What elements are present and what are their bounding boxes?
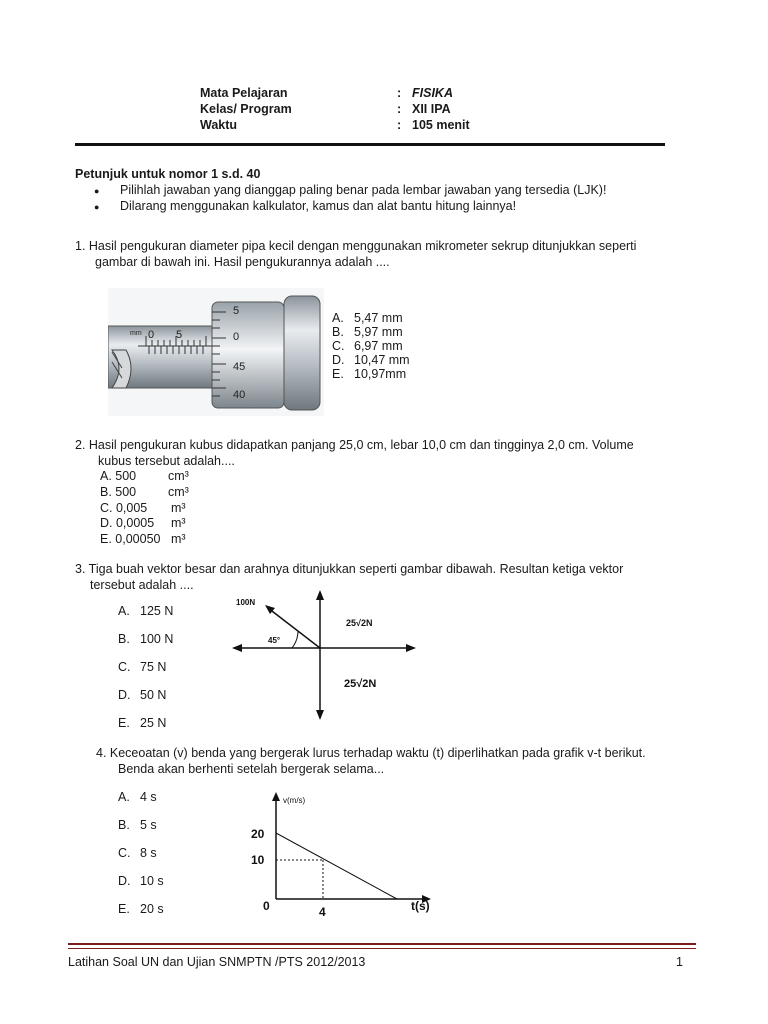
q2-option-b: B. 500 cm³	[100, 485, 189, 499]
x-tick-4: 4	[319, 905, 326, 919]
velocity-line	[276, 833, 397, 899]
q1-option-e: E. 10,97mm	[332, 367, 407, 381]
x-axis-label: t(s)	[411, 899, 430, 913]
sleeve-label-0: 0	[148, 329, 155, 341]
q4-option-a: A. 4 s	[118, 790, 157, 804]
arrow-up-icon	[316, 590, 324, 600]
label-vector-lower: 25√2N	[344, 678, 377, 690]
vector-diagram	[228, 588, 424, 724]
y-axis-arrow-icon	[272, 792, 280, 801]
instructions-title: Petunjuk untuk nomor 1 s.d. 40	[75, 167, 261, 181]
thimble-label-0: 0	[233, 331, 240, 343]
sleeve-unit-label: mm	[130, 330, 142, 337]
arrow-left-icon	[232, 644, 242, 652]
footer-divider	[68, 943, 696, 945]
label-angle: 45°	[268, 636, 281, 645]
header-divider	[75, 143, 665, 146]
thimble-label-40: 40	[233, 389, 246, 401]
subject-value: FISIKA	[412, 86, 453, 100]
page-number: 1	[676, 955, 683, 969]
y-axis-label: v(m/s)	[283, 796, 306, 805]
label-100n: 100N	[236, 598, 256, 607]
q4-option-e: E. 20 s	[118, 902, 164, 916]
instruction-item-2: Dilarang menggunakan kalkulator, kamus dan alat bantu hitung lainnya!	[120, 199, 517, 213]
q2-option-a: A. 500 cm³	[100, 469, 189, 483]
footer-divider-thin	[68, 948, 696, 949]
q3-option-b: B. 100 N	[118, 632, 174, 646]
arrow-right-icon	[406, 644, 416, 652]
q3-option-d: D. 50 N	[118, 688, 167, 702]
q1-option-d: D. 10,47 mm	[332, 353, 410, 367]
subject-colon: :	[397, 86, 402, 100]
instruction-item-1: Pilihlah jawaban yang dianggap paling benar pada lembar jawaban yang tersedia (LJK)!	[120, 183, 607, 197]
q4-option-c: C. 8 s	[118, 846, 157, 860]
q3-option-c: C. 75 N	[118, 660, 167, 674]
micrometer-ratchet	[284, 296, 320, 410]
q4-option-b: B. 5 s	[118, 818, 157, 832]
q3-option-e: E. 25 N	[118, 716, 167, 730]
label-vector-upper: 25√2N	[346, 618, 373, 628]
y-tick-10: 10	[251, 853, 265, 867]
sleeve-label-5: 5	[176, 329, 183, 341]
subject-label: Mata Pelajaran	[200, 86, 288, 100]
q1-option-a: A. 5,47 mm	[332, 311, 403, 325]
q2-option-e: E. 0,00050 m³	[100, 532, 186, 546]
q1-option-c: C. 6,97 mm	[332, 339, 403, 353]
q3-option-a: A. 125 N	[118, 604, 174, 618]
q2-text-line1: 2. Hasil pengukuran kubus didapatkan panjang 25,0 cm, lebar 10,0 cm dan tingginya 2,0 cm. Volume	[75, 438, 634, 452]
bullet-icon: ●	[94, 202, 100, 212]
q4-text-line1: 4. Keceoatan (v) benda yang bergerak lurus terhadap waktu (t) diperlihatkan pada grafik v-t berikut.	[96, 746, 646, 760]
vt-graph	[245, 786, 445, 922]
time-value: 105 menit	[412, 118, 470, 132]
class-value: XII IPA	[412, 102, 451, 116]
micrometer-figure	[108, 288, 324, 416]
q2-option-c: C. 0,005 m³	[100, 501, 186, 515]
q1-option-b: B. 5,97 mm	[332, 325, 403, 339]
class-colon: :	[397, 102, 402, 116]
q2-option-d: D. 0,0005 m³	[100, 516, 186, 530]
class-label: Kelas/ Program	[200, 102, 292, 116]
arrow-down-icon	[316, 710, 324, 720]
footer-text: Latihan Soal UN dan Ujian SNMPTN /PTS 2012/2013	[68, 955, 366, 969]
q1-text-line1: 1. Hasil pengukuran diameter pipa kecil dengan menggunakan mikrometer sekrup ditunjukkan seperti	[75, 239, 637, 253]
angle-arc	[292, 631, 298, 648]
q4-option-d: D. 10 s	[118, 874, 164, 888]
q2-text-line2: kubus tersebut adalah....	[98, 454, 235, 468]
time-label: Waktu	[200, 118, 238, 132]
q3-text-line2: tersebut adalah ....	[90, 578, 194, 592]
thimble-label-45: 45	[233, 361, 246, 373]
origin-label: 0	[263, 899, 270, 913]
time-colon: :	[397, 118, 402, 132]
thimble-label-5: 5	[233, 305, 240, 317]
q1-text-line2: gambar di bawah ini. Hasil pengukurannya adalah ....	[95, 255, 390, 269]
q4-text-line2: Benda akan berhenti setelah bergerak selama...	[118, 762, 385, 776]
y-tick-20: 20	[251, 827, 265, 841]
bullet-icon: ●	[94, 186, 100, 196]
q3-text-line1: 3. Tiga buah vektor besar dan arahnya ditunjukkan seperti gambar dibawah. Resultan ketiga vektor	[75, 562, 624, 576]
micrometer-thimble	[212, 302, 284, 408]
